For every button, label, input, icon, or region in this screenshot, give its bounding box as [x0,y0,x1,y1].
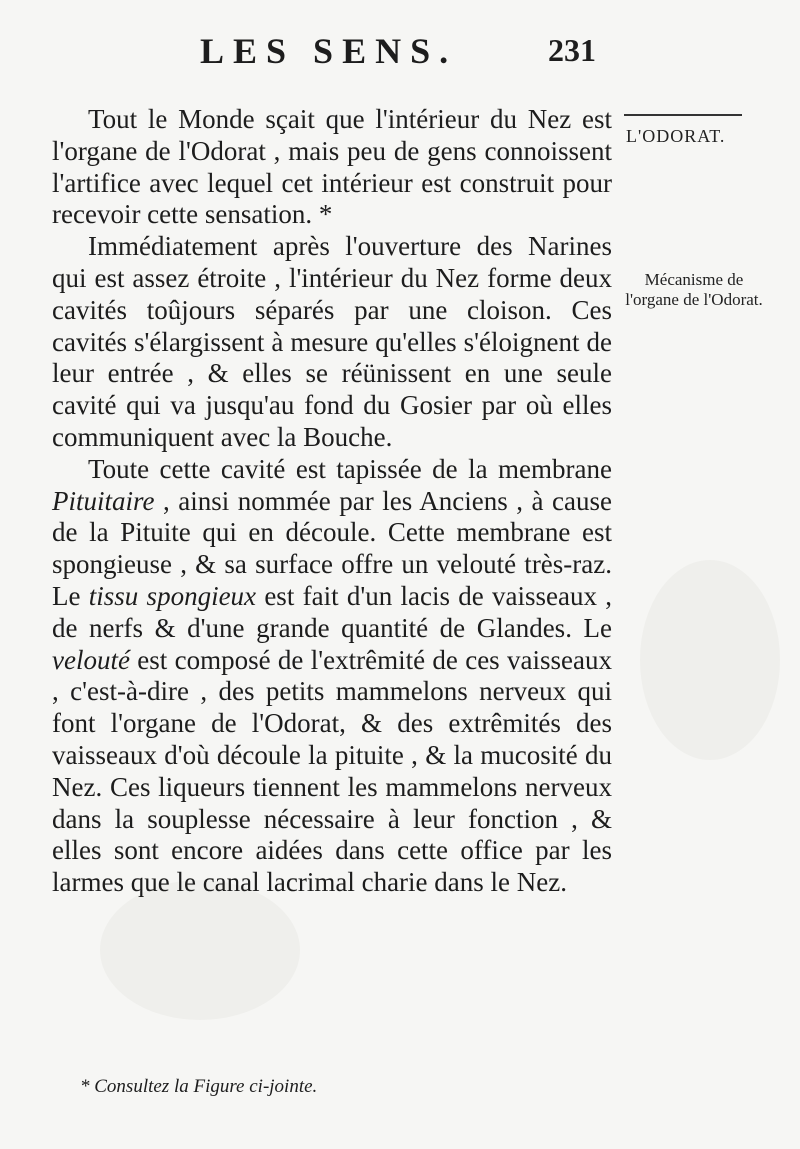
paper-stain [100,880,300,1020]
italic-term-veloute: velouté [52,644,130,675]
italic-term-tissu-spongieux: tissu spongieux [88,580,257,611]
footnote: * Consultez la Figure ci-jointe. [80,1076,318,1097]
paper-stain [640,560,780,760]
running-title: LES SENS. [200,31,458,71]
paragraph-2: Immédiatement après l'ouverture des Narines qui est assez étroite , l'intérieur du Nez forme deux cavités toûjours séparés par une cloison. Ces cavités s'élargissent à mesure qu'elles s'éloignent de leur entrée , & elles se réünissent en une seule cavité qui va jusqu'au fond du Gosier par où elles communiquent avec la Bouche. [52,231,612,452]
paragraph-1: Tout le Monde sçait que l'intérieur du Nez est l'organe de l'Odorat , mais peu de gens connoissent l'artifice avec lequel cet intérieur est construit pour recevoir cette sensation. * [52,104,612,230]
text-run: est composé de l'extrêmité de ces vaisseaux , c'est-à-dire , des petits mammelons nerveux qui font l'organe de l'Odorat, & des extrêmités des vaisseaux d'où découle la pituite , & la mucosité du Nez. Ces liqueurs tiennent les mammelons nerveux dans la souplesse nécessaire à leur fonction , & elles sont encore aidées dans cette office par les larmes que le canal lacrimal charie dans le Nez. [52,644,612,898]
main-text [52,104,612,899]
text-run: Toute cette cavité est tapissée de la membrane [88,453,612,484]
sidenote-mecanisme: Mécanisme de l'organe de l'Odorat. [625,270,763,309]
page-number: 231 [548,32,596,68]
text-run: est fait d'un lacis de vaisseaux , de nerfs & d'une grande quantité de Glandes. Le [52,580,613,643]
margin-rule [624,114,742,116]
page-header [0,30,800,80]
sidenote-odorat: L'ODORAT. [626,126,726,146]
italic-term-pituitaire: Pituitaire [52,485,155,516]
paragraph-3 [52,454,612,899]
text-run: , ainsi nommée par les Anciens , à cause de la Pituite qui en découle. Cette membrane est spongieuse , & sa surface offre un velouté très-raz. Le [52,485,612,611]
